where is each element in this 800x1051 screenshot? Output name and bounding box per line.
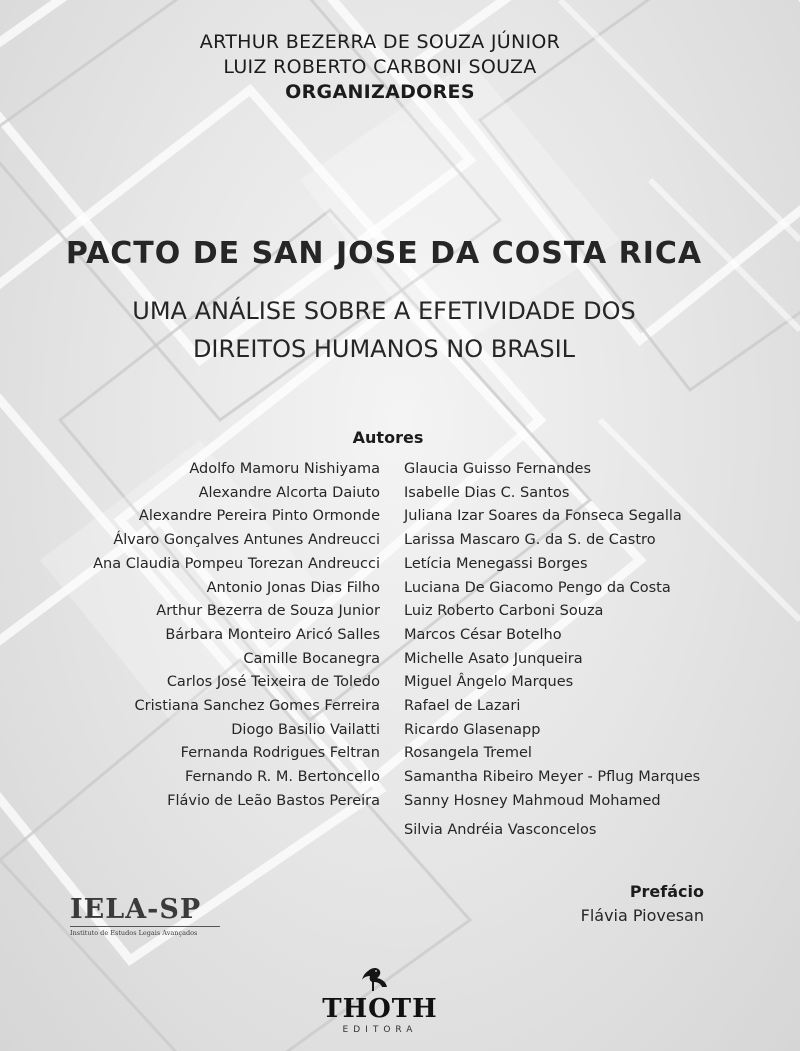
institution-full-name: Instituto de Estudos Legais Avançados: [70, 929, 198, 937]
author-name: Alexandre Pereira Pinto Ormonde: [138, 508, 380, 525]
author-name: Luiz Roberto Carboni Souza: [404, 603, 604, 620]
author-name: Silvia Andréia Vasconcelos: [404, 821, 597, 838]
author-name: Álvaro Gonçalves Antunes Andreucci: [113, 532, 380, 549]
author-name: Cristiana Sanchez Gomes Ferreira: [134, 698, 380, 715]
author-name: Rosangela Tremel: [404, 745, 532, 762]
preface-label: Prefácio: [629, 882, 704, 901]
author-name: Antonio Jonas Dias Filho: [206, 579, 380, 596]
publisher-subtitle: EDITORA: [342, 1025, 418, 1035]
author-name: Larissa Mascaro G. da S. de Castro: [404, 532, 656, 549]
author-name: Luciana De Giacomo Pengo da Costa: [404, 579, 671, 596]
institution-logo: [70, 895, 230, 937]
author-name: Marcos César Botelho: [404, 626, 562, 643]
author-name: Adolfo Mamoru Nishiyama: [189, 461, 380, 477]
subtitle-line: DIREITOS HUMANOS NO BRASIL: [192, 335, 576, 363]
preface-author: Flávia Piovesan: [580, 906, 704, 925]
author-name: Camille Bocanegra: [243, 650, 380, 667]
institution-mark: IELA-SP: [70, 894, 202, 925]
authors-list-right: [404, 458, 700, 842]
author-name: Fernando R. M. Bertoncello: [184, 769, 380, 786]
author-name: Letícia Menegassi Borges: [404, 555, 588, 572]
subtitle-line: UMA ANÁLISE SOBRE A EFETIVIDADE DOS: [132, 297, 636, 325]
organizer-name: ARTHUR BEZERRA DE SOUZA JÚNIOR: [199, 31, 561, 53]
preface-block: [581, 882, 704, 925]
book-title: PACTO DE SAN JOSE DA COSTA RICA: [65, 236, 703, 271]
publisher-name: THOTH: [322, 994, 438, 1024]
author-name: Miguel Ângelo Marques: [404, 674, 574, 691]
author-name: Fernanda Rodrigues Feltran: [180, 745, 380, 762]
author-name: Michelle Asato Junqueira: [404, 650, 583, 667]
author-name: Arthur Bezerra de Souza Junior: [156, 603, 380, 620]
authors-list-left: [93, 458, 380, 814]
organizers-block: [0, 30, 760, 105]
author-name: Diogo Basilio Vailatti: [231, 721, 380, 738]
author-name: Bárbara Monteiro Aricó Salles: [165, 626, 380, 643]
publisher-logo: [0, 965, 760, 1035]
author-name: Juliana Izar Soares da Fonseca Segalla: [404, 508, 682, 525]
author-name: Ricardo Glasenapp: [404, 721, 541, 738]
author-name: Alexandre Alcorta Daiuto: [198, 484, 380, 501]
author-name: Samantha Ribeiro Meyer - Pflug Marques: [404, 769, 701, 786]
author-name: Rafael de Lazari: [404, 698, 521, 715]
author-name: Sanny Hosney Mahmoud Mohamed: [404, 792, 661, 809]
author-name: Ana Claudia Pompeu Torezan Andreucci: [93, 555, 380, 572]
ibis-icon: [360, 965, 400, 995]
book-subtitle: [0, 292, 768, 368]
organizer-name: LUIZ ROBERTO CARBONI SOUZA: [223, 56, 537, 78]
authors-heading: Autores: [352, 428, 424, 447]
author-name: Glaucia Guisso Fernandes: [404, 461, 591, 477]
author-name: Isabelle Dias C. Santos: [404, 484, 570, 501]
author-name: Carlos José Teixeira de Toledo: [166, 674, 380, 691]
organizers-label: ORGANIZADORES: [285, 81, 475, 103]
author-name: Flávio de Leão Bastos Pereira: [167, 792, 380, 809]
logo-divider: [70, 926, 220, 927]
